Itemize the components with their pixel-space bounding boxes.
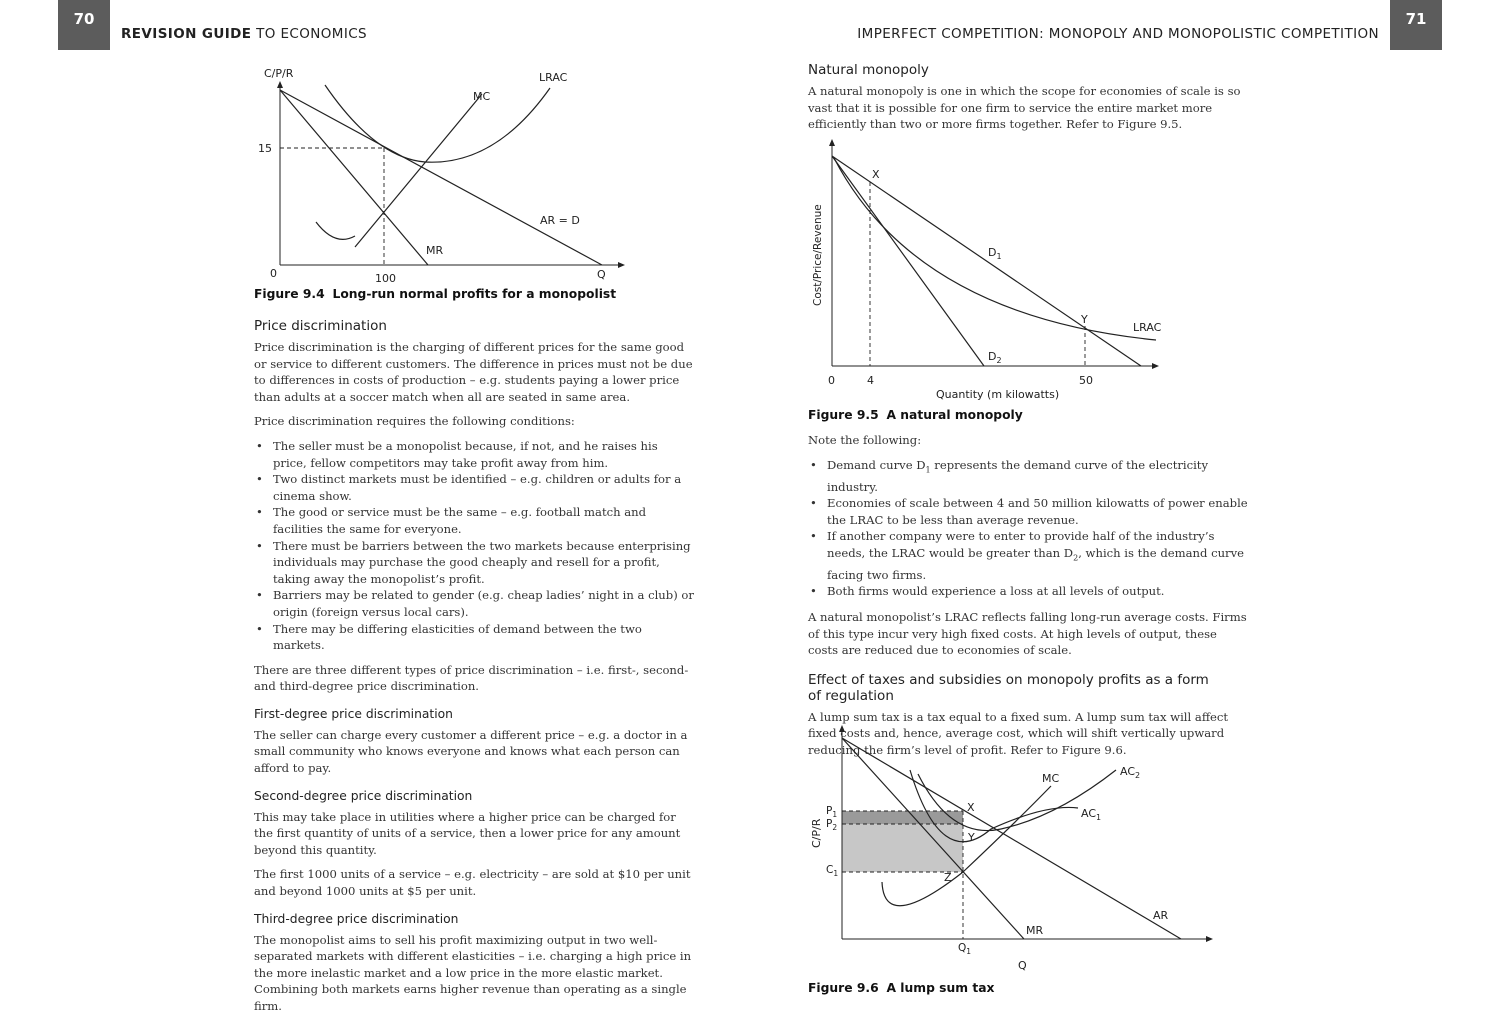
fig94-lrac-label: LRAC — [539, 71, 568, 84]
list-item: • The good or service must be the same – e.g. football match and facilities the same for everyone. — [254, 504, 694, 537]
note-text: Both firms would experience a loss at all levels of output. — [827, 584, 1165, 599]
third-degree-text: The monopolist aims to sell his profit maximizing output in two well-separated markets with different elasticities – i.e. charging a high price in the more inelastic market and a low price in the more elastic market. Combining both markets earns higher revenue than operating as a single firm. — [254, 932, 692, 1013]
fig95-d1-label — [988, 246, 1002, 261]
taxes-text: A lump sum tax is a tax equal to a fixed sum. A lump sum tax will affect fixed costs and, hence, average cost, which will shift vertically upward reducing the firm’s level of profit. Refer to Figure 9.6. — [808, 709, 1229, 757]
fig95-d2-curve — [832, 156, 984, 366]
fig94-y-label: C/P/R — [264, 67, 294, 80]
fig96-x-label: Q — [1018, 959, 1027, 972]
fig94-mc-label: MC — [473, 90, 491, 103]
figure-9-4-caption-text: Long-run normal profits for a monopolist — [332, 287, 617, 301]
fig95-tick-50: 50 — [1079, 374, 1093, 387]
page-number-right: 71 — [1390, 0, 1442, 50]
fig95-lrac-label: LRAC — [1133, 321, 1162, 334]
fig94-mc-curve — [355, 94, 482, 247]
fig94-mr-label: MR — [426, 244, 444, 257]
fig96-ac1-text: AC — [1081, 807, 1097, 820]
fig96-ac2-sub: 2 — [1135, 771, 1141, 780]
note-text: If another company were to enter to provide half of the industry’s needs, the LRAC would be greater than D — [827, 529, 1215, 560]
natural-monopoly-section — [808, 62, 1248, 133]
figure-9-6-caption-text: A lump sum tax — [886, 981, 995, 995]
fig94-price-tick: 15 — [258, 142, 272, 155]
fig96-p2-label — [826, 818, 837, 832]
fig95-tick-4: 4 — [867, 374, 874, 387]
list-item: • There must be barriers between the two markets because enterprising individuals may purchase the good cheaply and resell for a profit, taking away the monopolist’s profit. — [254, 538, 694, 588]
list-item — [808, 457, 1248, 496]
fig95-d1-sub: 1 — [996, 252, 1002, 261]
fig96-ac2-text: AC — [1120, 765, 1136, 778]
third-degree-heading: Third-degree price discrimination — [254, 911, 459, 926]
fig95-x-label: Quantity (m kilowatts) — [936, 388, 1060, 401]
left-text-column — [254, 318, 694, 1015]
figure-9-6-caption-number: Figure 9.6 — [808, 981, 879, 995]
figure-9-5-caption — [808, 408, 1023, 422]
price-discrimination-heading: Price discrimination — [254, 318, 387, 334]
note-intro: Note the following: — [808, 433, 922, 447]
fig96-point-y: Y — [968, 831, 975, 844]
fig96-c1-text: C — [826, 864, 834, 876]
second-degree-heading: Second-degree price discrimination — [254, 788, 473, 803]
fig96-ac2-label — [1120, 765, 1140, 780]
fig94-ar-curve — [280, 90, 602, 265]
running-head-left-rest: TO ECONOMICS — [251, 26, 367, 42]
fig94-x-label: Q — [597, 268, 606, 281]
fig94-ar-label: AR = D — [540, 214, 580, 227]
taxes-heading-line-2: of regulation — [808, 687, 894, 704]
fig96-ar-label: AR — [1153, 909, 1169, 922]
natural-monopoly-heading: Natural monopoly — [808, 62, 929, 78]
fig94-origin: 0 — [270, 267, 277, 280]
list-item — [808, 495, 1248, 528]
fig94-qty-tick: 100 — [375, 272, 396, 285]
note-text: Demand curve D — [827, 457, 926, 472]
natural-monopoly-text: A natural monopoly is one in which the scope for economies of scale is so vast that it is possible for one firm to service the entire market more efficiently than two or more firms together. Refer to Figure 9.5. — [808, 84, 1241, 132]
figure-9-4-caption — [254, 287, 616, 301]
fig96-c1-sub: 1 — [833, 869, 839, 878]
notes-section — [808, 432, 1248, 759]
fig95-d2-text: D — [988, 350, 997, 363]
list-item — [808, 583, 1248, 600]
list-item — [808, 528, 1248, 583]
figure-9-6-caption — [808, 981, 994, 995]
fig96-p2-text: P — [826, 818, 833, 830]
fig96-p1-label — [826, 805, 837, 819]
list-item: • Barriers may be related to gender (e.g. cheap ladies’ night in a club) or origin (foreign versus local cars). — [254, 587, 694, 620]
fig96-p1-sub: 1 — [832, 810, 838, 819]
figure-9-5-caption-text: A natural monopoly — [886, 408, 1023, 422]
note-sub: 2 — [1073, 553, 1079, 563]
taxes-heading-line-1: Effect of taxes and subsidies on monopoly profits as a form — [808, 671, 1209, 688]
note-sub: 1 — [925, 464, 931, 474]
fig95-d2-sub: 2 — [996, 356, 1002, 365]
fig96-q1-text: Q — [958, 942, 967, 954]
list-item: • There may be differing elasticities of demand between the two markets. — [254, 621, 694, 654]
fig95-origin: 0 — [828, 374, 835, 387]
fig96-ac1-sub: 1 — [1096, 813, 1102, 822]
fig96-p1-text: P — [826, 805, 833, 817]
fig94-lrac-curve — [325, 85, 550, 162]
note-text: represents the demand curve of the electricity industry. — [827, 457, 1209, 494]
fig96-point-x: X — [967, 801, 975, 814]
fig96-q1-label — [958, 942, 971, 956]
fig96-ac1-label — [1081, 807, 1101, 822]
fig95-d1-text: D — [988, 246, 997, 259]
fig95-d1-curve — [832, 156, 1141, 366]
fig96-y-label: C/P/R — [810, 818, 823, 848]
fig95-d2-label — [988, 350, 1002, 365]
fig95-y-label: Cost/Price/Revenue — [812, 204, 824, 306]
fig94-mr-curve — [280, 90, 428, 265]
taxes-heading — [808, 672, 1248, 704]
note-text: , which is the demand curve facing two firms. — [827, 545, 1244, 582]
first-degree-text: The seller can charge every customer a different price – e.g. a doctor in a small community who knows everyone and knows what each person can afford to pay. — [254, 727, 688, 776]
lrac-paragraph: A natural monopolist’s LRAC reflects falling long-run average costs. Firms of this type incur very high fixed costs. At high levels of output, these costs are reduced due to economies of scale. — [808, 609, 1247, 658]
fig96-p2-sub: 2 — [832, 823, 838, 832]
figure-9-4-caption-number: Figure 9.4 — [254, 287, 325, 301]
running-head-right: IMPERFECT COMPETITION: MONOPOLY AND MONOPOLISTIC COMPETITION — [857, 26, 1379, 42]
fig95-point-x: X — [872, 168, 880, 181]
second-degree-text-1: This may take place in utilities where a higher price can be charged for the first quantity of units of a service, then a lower price for any amount beyond this quantity. — [254, 809, 681, 857]
conditions-list — [254, 438, 694, 654]
fig95-point-y: Y — [1081, 313, 1088, 326]
fig96-mc-label: MC — [1042, 772, 1060, 785]
running-head-left-bold: REVISION GUIDE — [121, 26, 252, 42]
fig96-mr-label: MR — [1026, 924, 1044, 937]
running-head-left — [121, 26, 367, 42]
notes-list — [808, 457, 1248, 600]
list-item: • The seller must be a monopolist because, if not, and he raises his price, fellow competitors may take profit away from him. — [254, 438, 694, 471]
fig96-profit-area — [842, 824, 963, 872]
fig96-q1-sub: 1 — [966, 947, 972, 956]
fig96-point-z: Z — [944, 871, 952, 884]
fig94-mc-lower — [316, 222, 355, 239]
price-discrimination-intro: Price discrimination is the charging of different prices for the same good or service to different customers. The difference in prices must not be due to differences in costs of production – e.g. students paying a lower price than adults at a soccer match when all are seated in same area. — [254, 340, 693, 404]
fig96-c1-label — [826, 864, 838, 878]
types-intro: There are three different types of price discrimination – i.e. first-, second- and third-degree price discrimination. — [254, 662, 689, 694]
figure-9-5-diagram — [806, 136, 1176, 404]
first-degree-heading: First-degree price discrimination — [254, 706, 453, 721]
page-number-left: 70 — [58, 0, 110, 50]
conditions-intro: Price discrimination requires the following conditions: — [254, 414, 575, 429]
figure-9-4-diagram — [250, 62, 640, 287]
list-item: • Two distinct markets must be identified – e.g. children or adults for a cinema show. — [254, 471, 694, 504]
figure-9-6-diagram — [806, 722, 1226, 977]
figure-9-5-caption-number: Figure 9.5 — [808, 408, 879, 422]
note-text: Economies of scale between 4 and 50 million kilowatts of power enable the LRAC to be less than average revenue. — [827, 496, 1248, 527]
second-degree-text-2: The first 1000 units of a service – e.g. electricity – are sold at $10 per unit and beyond 1000 units at $5 per unit. — [254, 867, 691, 899]
